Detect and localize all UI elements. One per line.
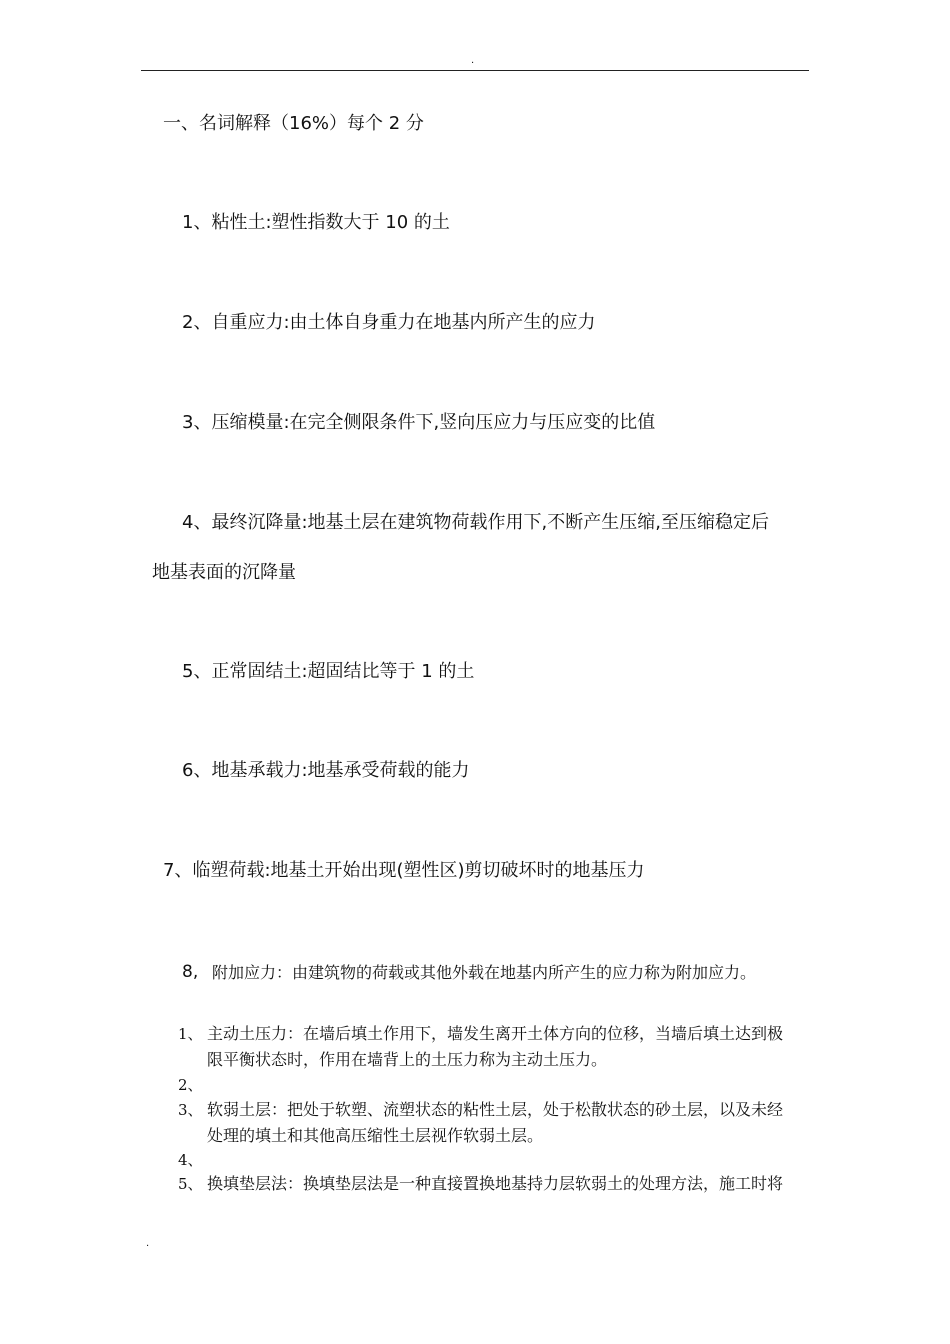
term-1: 1、粘性土:塑性指数大于 10 的土	[182, 212, 450, 233]
list-item-5-number: 5、	[178, 1175, 203, 1193]
section-title: 一、名词解释（16%）每个 2 分	[163, 113, 424, 134]
list-item-4-number: 4、	[178, 1151, 203, 1169]
term-4: 4、最终沉降量:地基土层在建筑物荷载作用下,不断产生压缩,至压缩稳定后	[182, 512, 769, 533]
list-item-1-number: 1、	[178, 1025, 203, 1043]
footer-dot: .	[146, 1238, 150, 1249]
term-6: 6、地基承载力:地基承受荷载的能力	[182, 760, 470, 781]
list-item-3-number: 3、	[178, 1101, 203, 1119]
list-item-1-line-1: 主动土压力：在墙后填土作用下，墙发生离开土体方向的位移，当墙后填土达到极	[207, 1024, 784, 1043]
header-rule	[141, 70, 809, 71]
term-5: 5、正常固结土:超固结比等于 1 的土	[182, 661, 475, 682]
term-2: 2、自重应力:由土体自身重力在地基内所产生的应力	[182, 312, 596, 333]
item-8-number: 8,	[182, 962, 199, 982]
header-dot: .	[471, 55, 475, 66]
list-item-5-line-1: 换填垫层法：换填垫层法是一种直接置换地基持力层软弱土的处理方法，施工时将	[207, 1174, 784, 1193]
list-item-2-number: 2、	[178, 1076, 203, 1094]
list-item-3-line-2: 处理的填土和其他高压缩性土层视作软弱土层。	[207, 1126, 544, 1145]
term-7: 7、临塑荷载:地基土开始出现(塑性区)剪切破坏时的地基压力	[163, 860, 645, 881]
list-item-1-line-2: 限平衡状态时，作用在墙背上的土压力称为主动土压力。	[207, 1050, 608, 1069]
term-3: 3、压缩模量:在完全侧限条件下,竖向压应力与压应变的比值	[182, 412, 656, 433]
item-8-text: 附加应力：由建筑物的荷载或其他外载在地基内所产生的应力称为附加应力。	[212, 963, 757, 982]
list-item-3-line-1: 软弱土层：把处于软塑、流塑状态的粘性土层，处于松散状态的砂土层，以及未经	[207, 1100, 784, 1119]
term-4-continuation: 地基表面的沉降量	[152, 562, 296, 583]
